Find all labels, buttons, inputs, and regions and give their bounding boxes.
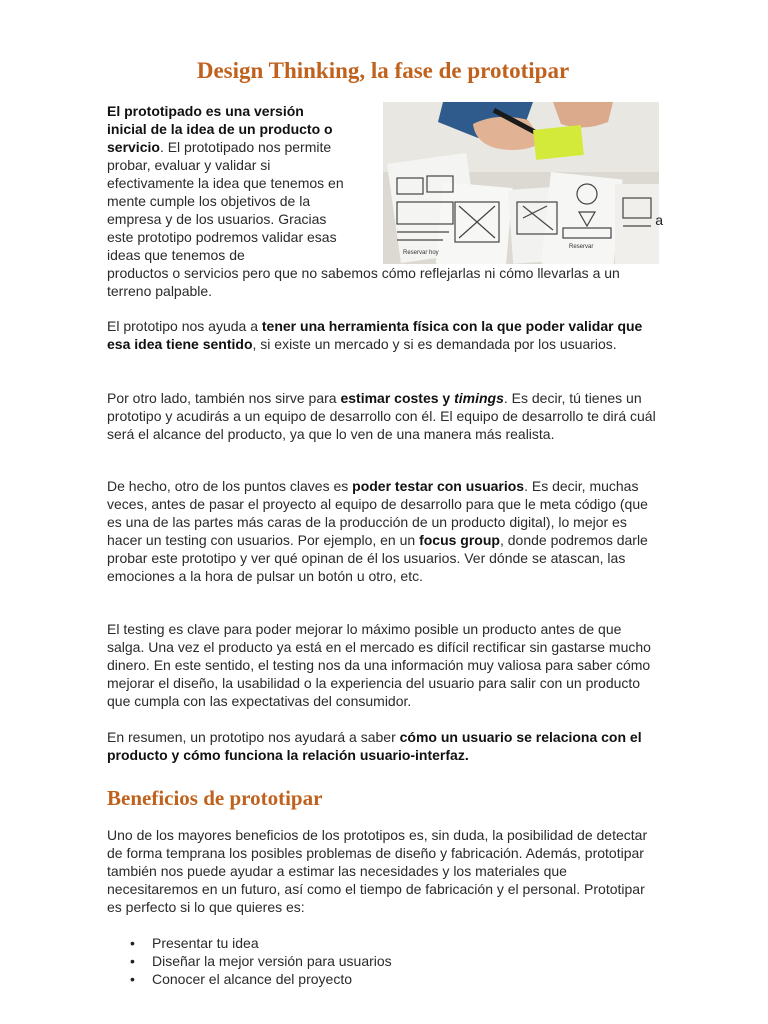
p2-text-a: El prototipo nos ayuda a (107, 318, 262, 334)
benefits-list (107, 934, 659, 988)
p4-bold-b: poder testar con usuarios (352, 478, 525, 494)
intro-a: a (655, 212, 663, 228)
page-title: Design Thinking, la fase de prototipar (196, 58, 570, 83)
intro-tail: productos o servicios pero que no sabemos cómo reflejarlas ni cómo llevarlas a un terreno palpable. (107, 265, 620, 299)
paragraph-3 (107, 389, 659, 443)
prototyping-sketches-photo (383, 102, 659, 264)
p4-text-e: , donde podremos darle probar este prototipo y ver qué opinan de él los usuarios. Ver dónde se atascan, las emociones a la hora de pulsar un botón u otro, etc. (107, 532, 648, 584)
p7-text: Uno de los mayores beneficios de los prototipos es, sin duda, la posibilidad de detectar de forma temprana los posibles problemas de diseño y fabricación. Además, prototipar también nos puede ayudar a estimar las necesidades y los materiales que necesitaremos en un futuro, así como el tiempo de fabricación y el personal. Prototipar es perfecto si lo que quieres es: (107, 827, 648, 915)
intro-paragraph (107, 102, 347, 264)
sketch-text-1: Reservar (569, 244, 594, 250)
paragraph-6 (107, 728, 659, 764)
list-item: • Presentar tu idea (152, 934, 659, 952)
list-item: • Diseñar la mejor versión para usuarios (152, 952, 659, 970)
p3-bold: estimar costes y (340, 390, 455, 406)
photo-illustration (383, 102, 659, 264)
p3-text-a: Por otro lado, también nos sirve para (107, 390, 341, 406)
intro-text: . El prototipado nos permite probar, evaluar y validar si efectivamente la idea que tenemos en mente cumple los objetivos de la empresa y de los usuarios. Gracias (107, 139, 344, 227)
paragraph-7 (107, 826, 659, 916)
benefits-heading: Beneficios de prototipar (107, 786, 323, 810)
intro-text-wrap: este prototipo podremos validar esas ideas que tenemos de (107, 229, 337, 263)
p2-bold: tener una herramienta física con la que poder validar que esa idea tiene sentido (107, 318, 643, 352)
list-item: • Conocer el alcance del proyecto (152, 970, 659, 988)
p3-bold-italic: timings (454, 390, 504, 406)
p3-text-c: . Es decir, tú tienes un prototipo y acudirás a un equipo de desarrollo con él. El equipo de desarrollo te dirá cuál será el alcance del producto, ya que lo ven de una manera más realista. (107, 390, 656, 442)
p2-text-c: , si existe un mercado y si es demandada por los usuarios. (252, 336, 617, 352)
p6-bold: cómo un usuario se relaciona con el producto y cómo funciona la relación usuario-interfaz. (107, 729, 642, 763)
p4-bold-d: focus group (419, 532, 500, 548)
intro-section (107, 102, 663, 299)
intro-bold: El prototipado es una versión inicial de la idea de un producto o servicio (107, 103, 333, 155)
p6-text-a: En resumen, un prototipo nos ayudará a saber (107, 729, 400, 745)
p4-text-c: . Es decir, muchas veces, antes de pasar el proyecto al equipo de desarrollo para que le meta código (que es una de las partes más caras de la producción de un producto digital), lo mejor es hacer un testing con usuarios. Por ejemplo, en un (107, 478, 648, 548)
section-heading (107, 785, 659, 811)
p4-text-a: De hecho, otro de los puntos claves es (107, 478, 353, 494)
p5-text: El testing es clave para poder mejorar lo máximo posible un producto antes de que salga. Una vez el producto ya está en el mercado es difícil rectificar sin gastarse mucho dinero. En este sentido, el testing nos da una información muy valiosa para saber cómo mejorar el diseño, la usabilidad o la experiencia del usuario para salir con un producto que cumpla con las expectativas del consumidor. (107, 621, 651, 709)
paragraph-2 (107, 317, 659, 353)
sketch-text-2: Reservar hoy (403, 250, 439, 256)
paragraph-5 (107, 620, 659, 710)
paragraph-4 (107, 477, 659, 585)
